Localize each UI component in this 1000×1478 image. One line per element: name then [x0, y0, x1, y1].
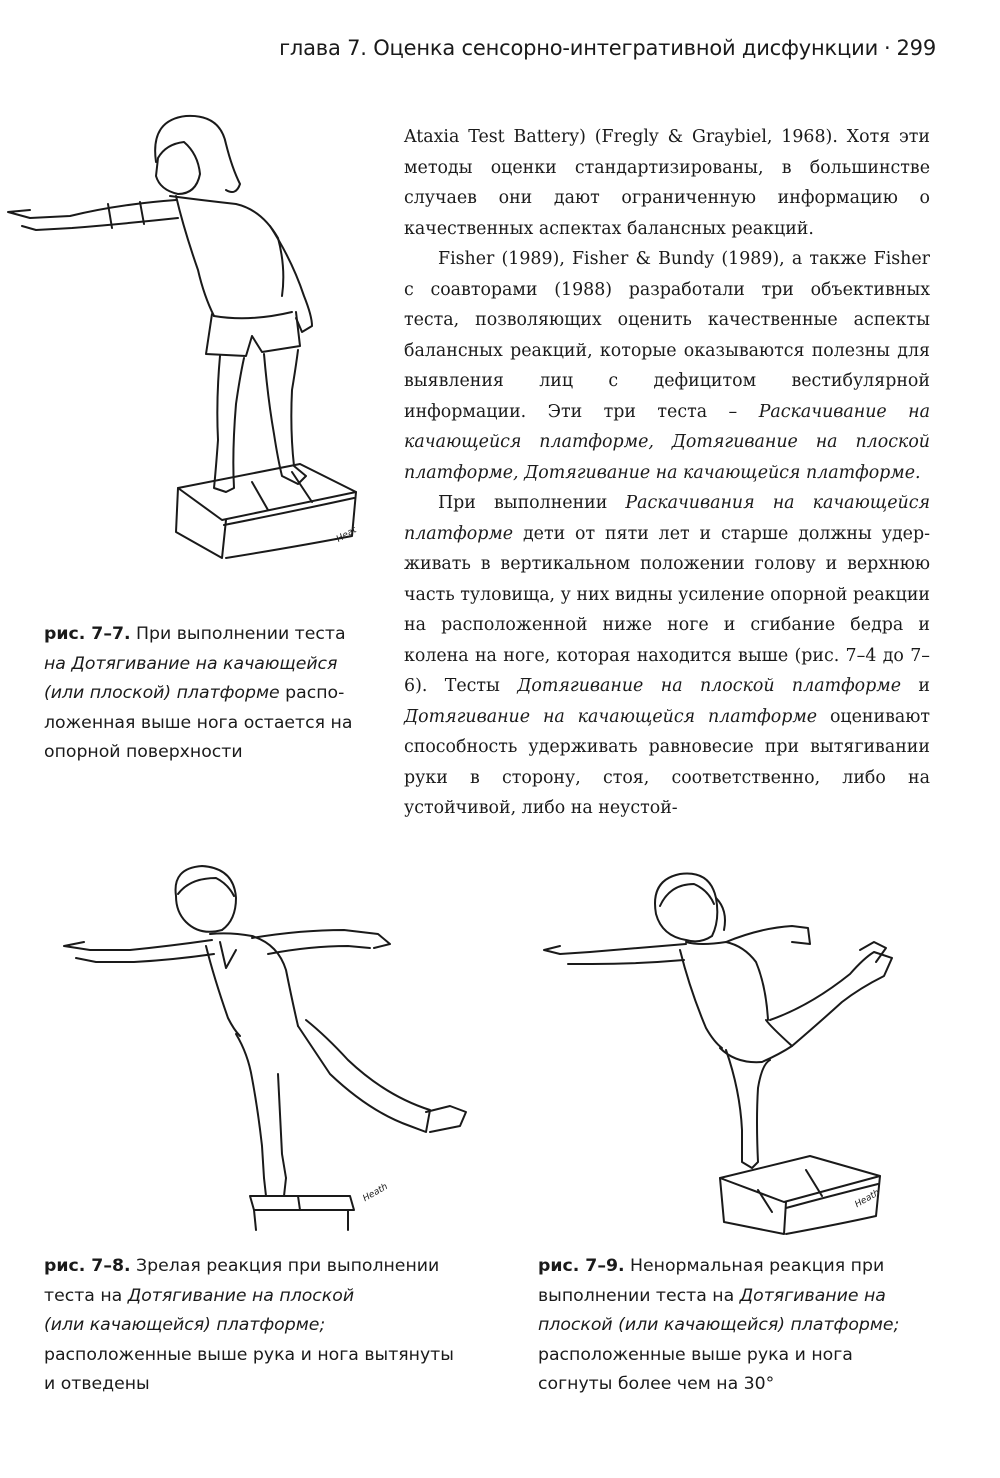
figure-label: рис. 7–8. [44, 1256, 131, 1276]
figure-7-7-caption: рис. 7–7. При выполнении теста на Дотягивание на качающейся (или плоской) платформе распо- ложенная выше нога остается на опорной поверхности [44, 620, 352, 768]
caption-line: на Дотягивание на качающейся [44, 653, 338, 674]
figure-7-9-caption: рис. 7–9. Ненормальная реакция при выполнении теста на Дотягивание на плоской (или качающейся) платформе; расположенные выше рука и нога согнуты более чем на 30° [538, 1252, 899, 1400]
caption-line: и отведены [44, 1374, 150, 1394]
artist-signature: Heat [334, 525, 359, 545]
paragraph-3-text-a: При выполнении [438, 493, 626, 513]
figure-7-9-illustration [530, 850, 950, 1240]
paragraph-3-em-a: Раскачивания на качающейся платформе [404, 493, 930, 544]
figure-7-7-illustration [0, 100, 390, 570]
paragraph-3-em-c: Дотягивание на качающейся платформе [404, 706, 818, 727]
paragraph-2-text: Fisher (1989), Fisher & Bundy (1989), а также Fisher с соавторами (1988) разработали три объективных теста, позволяющих оценить качественные аспекты балансных реакций, которые оказываются полезны для выявления лиц с дефицитом вестибулярной информации. Эти три теста – [404, 249, 930, 422]
artist-signature: Heath [361, 1181, 390, 1205]
running-head [279, 36, 936, 60]
caption-line: согнуты более чем на 30° [538, 1374, 775, 1394]
caption-line: ложенная выше нога остается на [44, 712, 353, 733]
paragraph-3 [404, 488, 930, 824]
paragraph-3-text-c: и [901, 676, 931, 696]
body-text [404, 122, 930, 824]
figure-label: рис. 7–9. [538, 1256, 625, 1276]
header-separator: · [884, 36, 891, 60]
figure-7-8-illustration [30, 850, 480, 1240]
paragraph-2 [404, 244, 930, 488]
caption-line: опорной поверхности [44, 742, 243, 762]
chapter-title: глава 7. Оценка сенсорно-интегративной дисфункции [279, 36, 879, 60]
figure-label: рис. 7–7. [44, 624, 131, 644]
paragraph-3-text-b: дети от пяти лет и старше должны удерживать в вертикальном положении голову и верхнюю часть туловища, у них видны усиление опорной реакции на расположенной ниже ноге и сгибание бедра и колена на ноге, которая находится выше (рис. 7–4 до 7–6). Тесты [404, 523, 930, 696]
caption-line: расположенные выше рука и нога вытянуты [44, 1344, 454, 1365]
figure-7-8-caption: рис. 7–8. Зрелая реакция при выполнении теста на Дотягивание на плоской (или качающейся) платформе; расположенные выше рука и нога вытянуты и отведены [44, 1252, 454, 1400]
paragraph-3-text-d: оценивают способность удерживать равновесие при вытягивании руки в сторону, стоя, соответственно, либо на устойчивой, либо на неустой- [404, 706, 930, 818]
paragraph-1: Ataxia Test Battery) (Fregly & Graybiel, 1968). Хотя эти методы оценки стандартизированы, в большинстве случаев они дают ограниченную информацию о качественных аспектах балансных реакций. [404, 127, 930, 239]
paragraph-3-em-b: Дотягивание на плоской платформе [517, 676, 901, 696]
paragraph-2-test-names: Раскачивание на качающейся платформе, Дотягивание на плоской платформе, Дотягивание на качающейся платформе. [404, 401, 930, 483]
caption-line: расположенные выше рука и нога [538, 1344, 853, 1365]
artist-signature: Heath [853, 1187, 882, 1211]
page-number: 299 [896, 36, 936, 60]
